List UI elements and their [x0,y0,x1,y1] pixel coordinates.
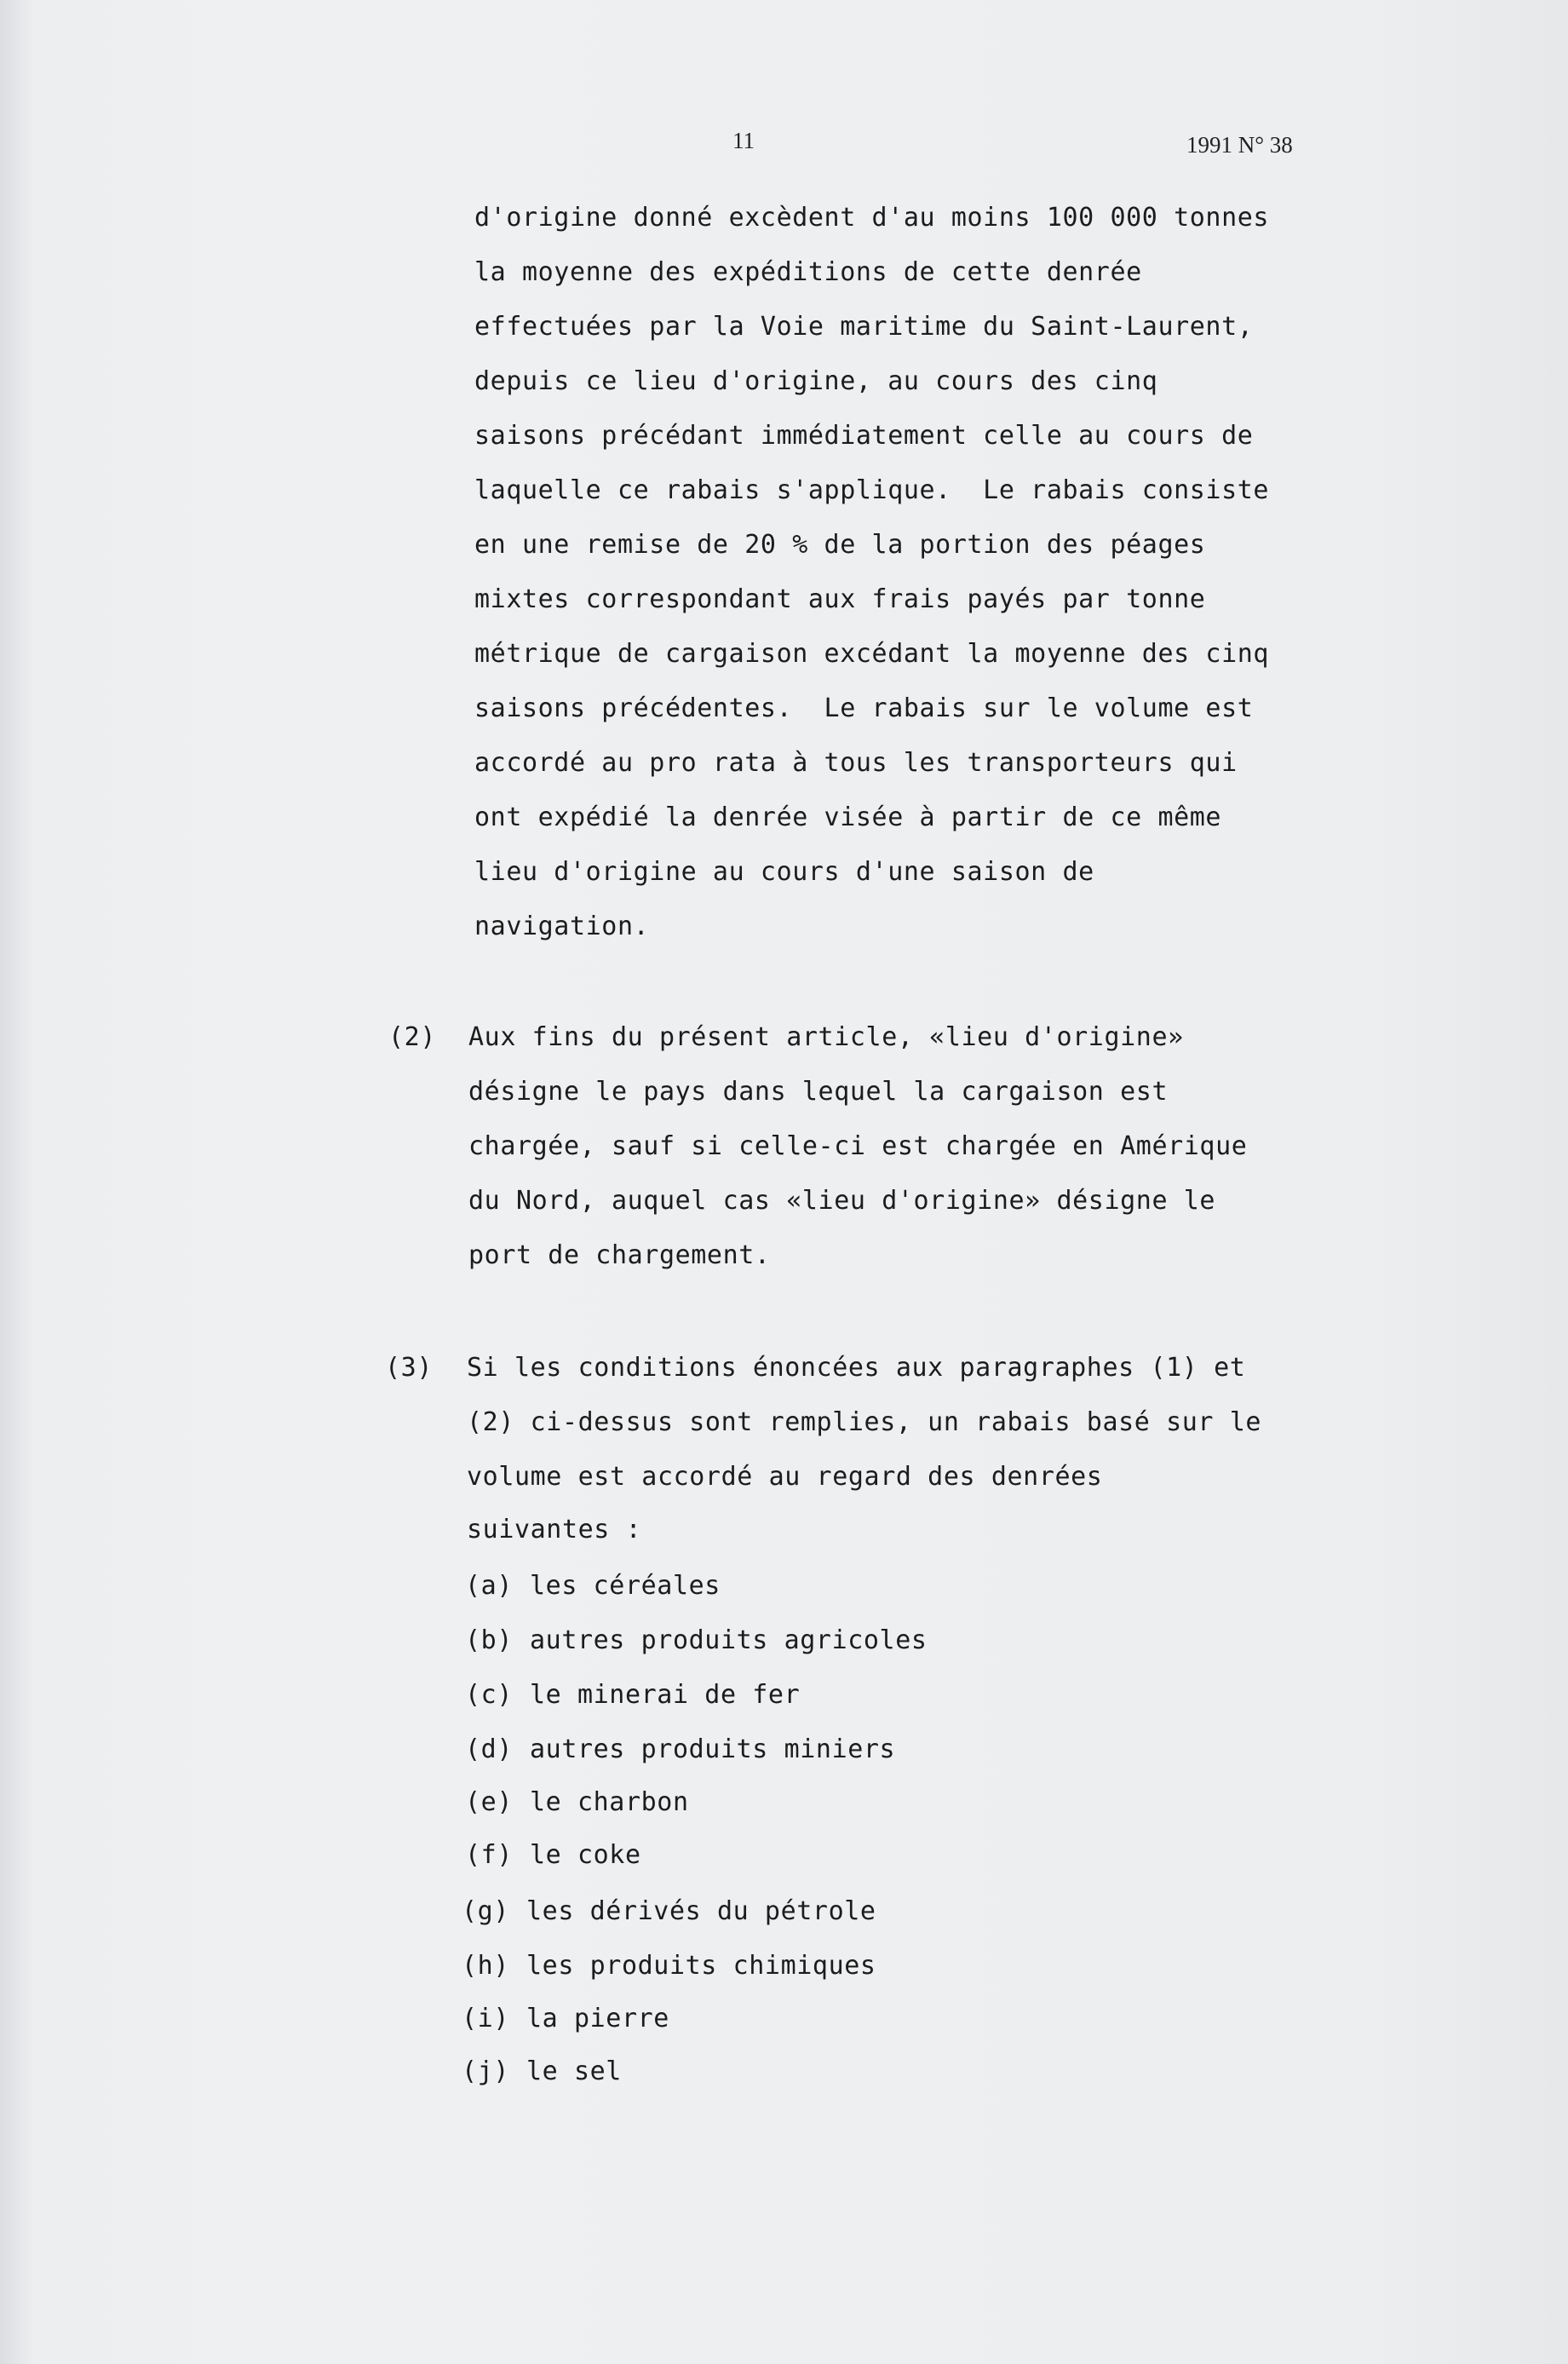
document-reference: 1991 N° 38 [1186,132,1293,158]
paragraph-1-line: laquelle ce rabais s'applique. Le rabais consiste [474,475,1270,505]
paragraph-3-line: (2) ci-dessus sont remplies, un rabais basé sur le [467,1407,1262,1437]
paragraph-1-line: depuis ce lieu d'origine, au cours des cinq [474,366,1158,396]
list-item-text: autres produits agricoles [530,1625,928,1655]
list-item-label: (d) [465,1734,513,1764]
paragraph-1-line: accordé au pro rata à tous les transporteurs qui [474,748,1238,778]
list-item-label: (i) [462,2004,509,2033]
list-item-label: (b) [465,1625,513,1655]
paragraph-3-line: volume est accordé au regard des denrées [467,1462,1103,1492]
paragraph-number: (3) [385,1353,433,1383]
list-item-text: le minerai de fer [530,1680,801,1710]
list-item-label: (j) [462,2056,509,2086]
paragraph-2-line: désigne le pays dans lequel la cargaison est [468,1077,1169,1107]
list-item-text: le coke [530,1840,641,1870]
list-item-text: les dérivés du pétrole [526,1896,876,1926]
paragraph-3-line: suivantes : [467,1515,642,1544]
list-item-label: (h) [462,1951,509,1981]
paragraph-1-line: en une remise de 20 % de la portion des péages [474,530,1206,560]
paragraph-2-line: port de chargement. [468,1240,771,1270]
list-item-label: (f) [465,1840,513,1870]
list-item-text: les produits chimiques [526,1951,876,1981]
paragraph-1-line: lieu d'origine au cours d'une saison de [474,857,1094,887]
paragraph-1-line: navigation. [474,912,650,941]
paragraph-2-line: chargée, sauf si celle-ci est chargée en Amérique [468,1131,1248,1161]
paragraph-1-line: d'origine donné excèdent d'au moins 100 000 tonnes [474,203,1270,233]
paragraph-1-line: effectuées par la Voie maritime du Saint-Laurent, [474,312,1254,342]
list-item-label: (e) [465,1787,513,1817]
paragraph-3-line: Si les conditions énoncées aux paragraphes (1) et [467,1353,1246,1383]
list-item-text: autres produits miniers [530,1734,896,1764]
list-item-label: (c) [465,1680,513,1710]
list-item-text: les céréales [530,1571,721,1601]
paragraph-1-line: saisons précédentes. Le rabais sur le volume est [474,693,1254,723]
list-item-text: le charbon [530,1787,689,1817]
paragraph-2-line: Aux fins du présent article, «lieu d'origine» [468,1022,1184,1052]
paragraph-1-line: métrique de cargaison excédant la moyenne des cinq [474,639,1270,669]
paragraph-1-line: ont expédié la denrée visée à partir de ce même [474,802,1222,832]
paragraph-1-line: saisons précédant immédiatement celle au cours de [474,421,1254,451]
paragraph-number: (2) [388,1022,436,1052]
page-number: 11 [732,128,755,153]
paragraph-1-line: mixtes correspondant aux frais payés par tonne [474,584,1206,614]
list-item-label: (g) [462,1896,509,1926]
list-item-text: le sel [526,2056,622,2086]
list-item-text: la pierre [526,2004,669,2033]
list-item-label: (a) [465,1571,513,1601]
paragraph-1-line: la moyenne des expéditions de cette denrée [474,257,1142,287]
paragraph-2-line: du Nord, auquel cas «lieu d'origine» désigne le [468,1186,1216,1216]
